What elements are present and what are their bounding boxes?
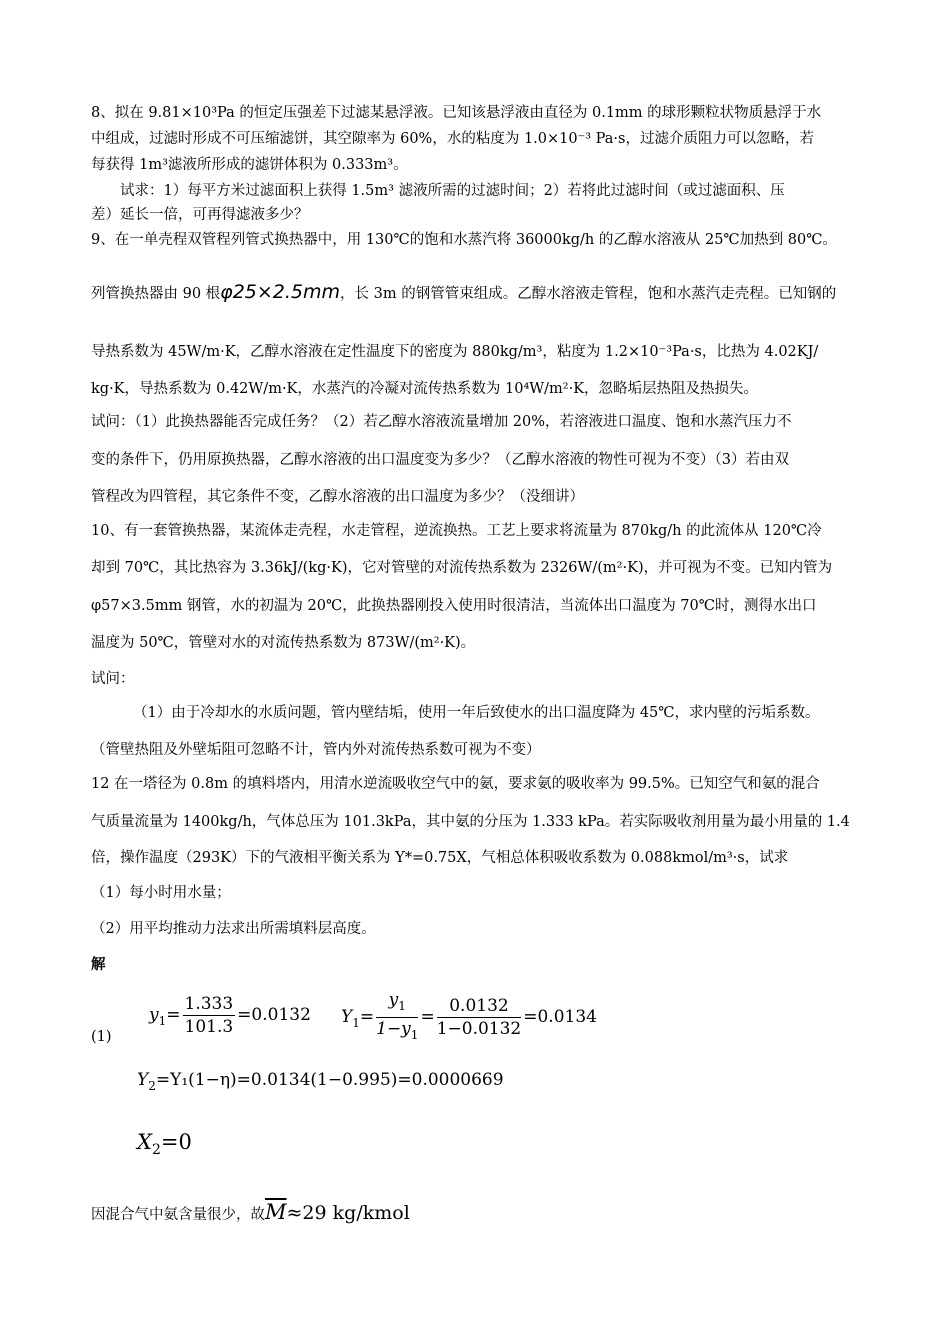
- q10-line-6: （1）由于冷却水的水质问题，管内壁结垢，使用一年后致使水的出口温度降为 45℃，求内壁的污垢系数。: [133, 705, 820, 721]
- y1-equation: $y_1=$ $\frac{1.333}{101.3}$ =0.0132: [149, 994, 311, 1037]
- q10-line-2: 却到 70℃，其比热容为 3.36kJ/(kg·K)，它对管壁的对流传热系数为 2326W/(m²·K)，并可视为不变。已知内管为: [91, 560, 833, 576]
- q10-line-7: （管壁热阻及外壁垢阻可忽略不计，管内外对流传热系数可视为不变）: [91, 742, 541, 758]
- X2-expression: =0: [160, 1130, 192, 1154]
- q9-line-2a: 列管换热器由 90 根: [91, 286, 221, 302]
- Y1-denominator-value: 1−0.0132: [436, 1019, 522, 1039]
- y1-numerator: 1.333: [184, 994, 234, 1014]
- q9-line-2b: ，长 3m 的钢管管束组成。乙醇水溶液走管程，饱和水蒸汽走壳程。已知钢的: [340, 286, 837, 302]
- q9-line-1: 9、在一单壳程双管程列管式换热器中，用 130℃的饱和水蒸汽将 36000kg/h 的乙醇水溶液从 25℃加热到 80℃。: [91, 232, 837, 248]
- q10-line-4: 温度为 50℃，管壁对水的对流传热系数为 873W/(m²·K)。: [91, 635, 476, 651]
- y1-result: =0.0132: [237, 1005, 311, 1025]
- Y1-numerator-value: 0.0132: [437, 995, 522, 1018]
- Y1-equation: $Y_1=$ $\frac{y_1}{1-y_1}$ = $\frac{0.0132}{1-0.0132}$ =0.0134: [341, 990, 597, 1042]
- q9-line-3: 导热系数为 45W/m·K，乙醇水溶液在定性温度下的密度为 880kg/m³，粘度为 1.2×10⁻³Pa·s，比热为 4.02KJ/: [91, 344, 819, 360]
- q10-line-5: 试问：: [91, 671, 135, 687]
- X2-equation: $X_2=0$: [137, 1130, 192, 1158]
- Y2-expression: =Y₁(1−η)=0.0134(1−0.995)=0.0000669: [155, 1070, 504, 1090]
- Y1-numerator-symbol: y: [388, 990, 399, 1010]
- Y1-result: =0.0134: [523, 1007, 597, 1027]
- q8-line-4: 试求：1）每平方米过滤面积上获得 1.5m³ 滤液所需的过滤时间；2）若将此过滤时间（或过滤面积、压: [120, 183, 785, 199]
- mixture-molar-mass: ≈29 kg/kmol: [286, 1202, 410, 1224]
- q10-line-3: φ57×3.5mm 钢管，水的初温为 20℃，此换热器刚投入使用时很清洁，当流体出口温度为 70℃时，测得水出口: [91, 598, 817, 614]
- q9-line-6: 变的条件下，仍用原换热器，乙醇水溶液的出口温度变为多少？（乙醇水溶液的物性可视为不变）（3）若由双: [91, 452, 789, 468]
- q10-line-1: 10、有一套管换热器，某流体走壳程，水走管程，逆流换热。工艺上要求将流量为 870kg/h 的此流体从 120℃冷: [91, 523, 822, 539]
- mixture-text: 因混合气中氨含量很少，故: [91, 1207, 265, 1223]
- y1-denominator: 101.3: [184, 1017, 234, 1037]
- q12-line-2: 气质量流量为 1400kg/h，气体总压为 101.3kPa，其中氨的分压为 1.333 kPa。若实际吸收剂用量为最小用量的 1.4: [91, 814, 850, 830]
- q8-line-5: 差）延长一倍，可再得滤液多少？: [91, 207, 309, 223]
- q12-line-5: （2）用平均推动力法求出所需填料层高度。: [91, 921, 376, 937]
- q9-line-2: [91, 282, 836, 304]
- q12-line-3: 倍，操作温度（293K）下的气液相平衡关系为 Y*=0.75X，气相总体积吸收系数为 0.088kmol/m³·s，试求: [91, 850, 789, 866]
- mixture-line: 因混合气中氨含量很少，故$\overline{M}\approx 29$ kg/kmol: [91, 1200, 410, 1224]
- q9-line-5: 试问：（1）此换热器能否完成任务？（2）若乙醇水溶液流量增加 20%，若溶液进口温度、饱和水蒸汽压力不: [91, 414, 792, 430]
- q9-line-4: kg·K，导热系数为 0.42W/m·K，水蒸汽的冷凝对流传热系数为 10⁴W/m²·K，忽略垢层热阻及热损失。: [91, 381, 759, 397]
- part-1-label: (1): [91, 1029, 112, 1045]
- q12-line-4: （1）每小时用水量；: [91, 885, 231, 901]
- q8-line-2: 中组成，过滤时形成不可压缩滤饼，其空隙率为 60%，水的粘度为 1.0×10⁻³ Pa·s，过滤介质阻力可以忽略，若: [91, 131, 814, 147]
- Y2-equation: $Y_2=Y_1(1-\eta)=0.0134(1-0.995)=0.0000669$: [137, 1070, 504, 1093]
- Y1-denominator-symbol: 1−y: [376, 1019, 411, 1039]
- q8-line-3: 每获得 1m³滤液所形成的滤饼体积为 0.333m³。: [91, 157, 408, 173]
- pipe-spec-formula: φ25×2.5mm: [220, 281, 341, 303]
- q12-line-1: 12 在一塔径为 0.8m 的填料塔内，用清水逆流吸收空气中的氨，要求氨的吸收率为 99.5%。已知空气和氨的混合: [91, 776, 820, 792]
- q8-line-1: 8、拟在 9.81×10³Pa 的恒定压强差下过滤某悬浮液。已知该悬浮液由直径为 0.1mm 的球形颗粒状物质悬浮于水: [91, 105, 822, 121]
- q9-line-7: 管程改为四管程，其它条件不变，乙醇水溶液的出口温度为多少？（没细讲）: [91, 489, 584, 505]
- solution-heading: 解: [91, 957, 106, 973]
